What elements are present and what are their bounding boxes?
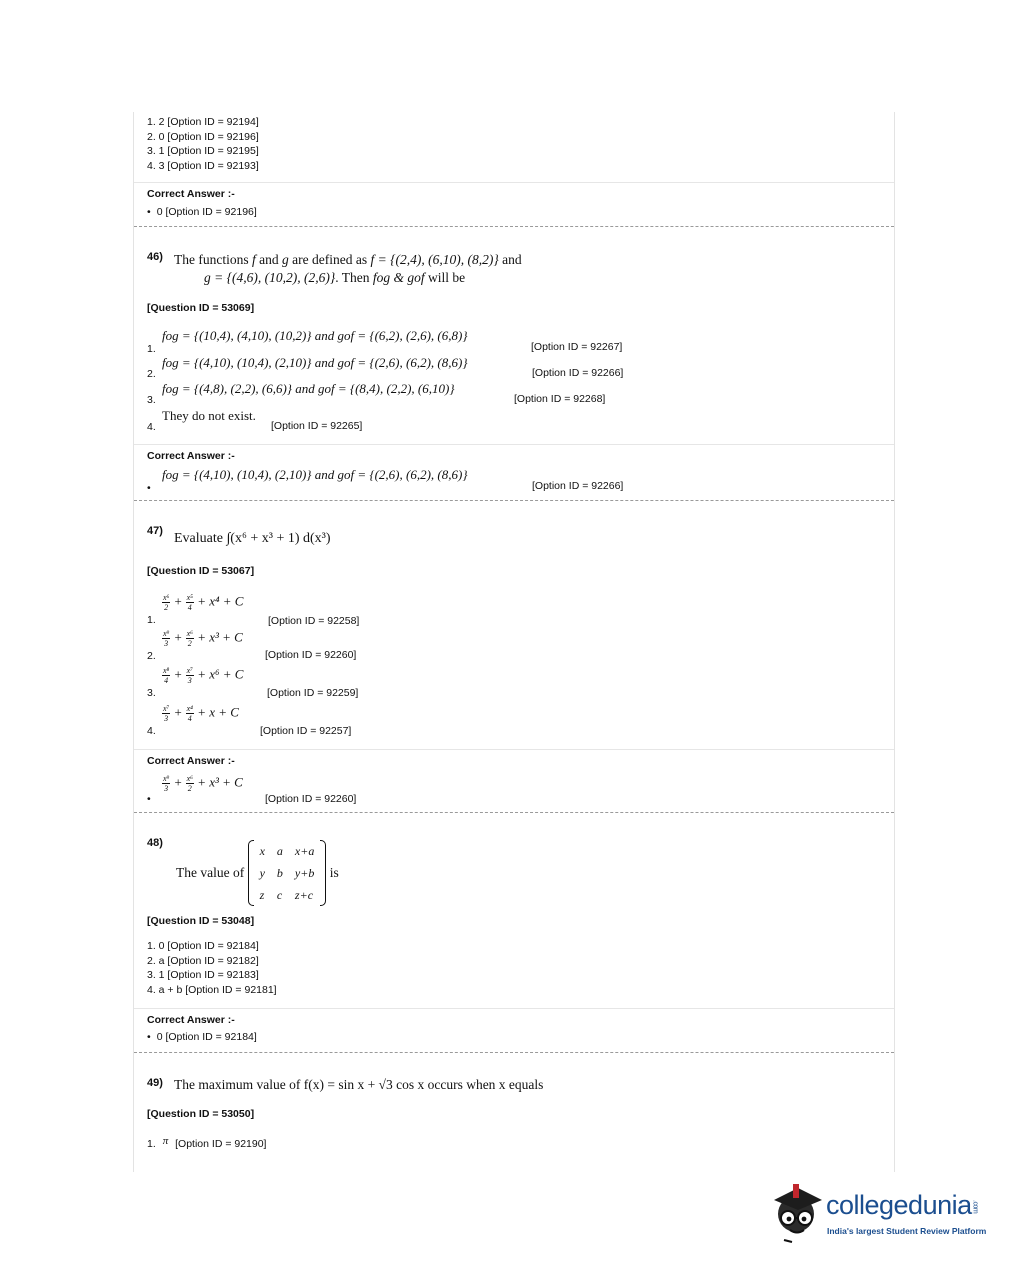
list-item: 3. 1 [Option ID = 92183] xyxy=(147,969,259,981)
question-text: Evaluate ∫(x⁶ + x³ + 1) d(x³) xyxy=(174,531,331,546)
correct-answer: • 0 [Option ID = 92196] xyxy=(147,206,257,218)
list-item: 4. 3 [Option ID = 92193] xyxy=(147,159,259,172)
list-item: 2. 0 [Option ID = 92196] xyxy=(147,130,259,143)
divider xyxy=(134,749,894,750)
list-item: 3. 1 [Option ID = 92195] xyxy=(147,145,259,157)
divider xyxy=(134,444,894,445)
q48-options xyxy=(147,939,277,997)
question-text: The functions f and g are defined as f = {(2,4), (6,10), (8,2)} and g = {(4,6), (10,2), (2,6)}. Then fog & gof will be xyxy=(174,252,522,285)
brand-logo xyxy=(768,1180,998,1250)
question-number: 47) xyxy=(147,525,163,537)
mascot-icon xyxy=(768,1180,830,1246)
question-separator xyxy=(134,500,894,501)
question-id: [Question ID = 53050] xyxy=(147,1108,255,1120)
matrix: x a x+a y b y+b z c z+c xyxy=(248,840,327,906)
list-item: 2. a [Option ID = 92182] xyxy=(147,954,259,967)
question-number: 46) xyxy=(147,251,163,263)
question-separator xyxy=(134,226,894,227)
option-1: 1. π [Option ID = 92190] xyxy=(147,1135,267,1150)
question-separator xyxy=(134,812,894,813)
list-item: 1. 0 [Option ID = 92184] xyxy=(147,940,259,952)
question-text: The value of x a x+a y b y+b z c z+c is xyxy=(176,840,339,906)
question-id: [Question ID = 53067] xyxy=(147,565,255,577)
list-item: 4. a + b [Option ID = 92181] xyxy=(147,983,277,996)
exam-sheet: 1. 2 [Option ID = 92194] 2. 0 [Option ID = 92196] 3. 1 [Option ID = 92195] 4. 3 [Option ID = 92193] Correct Answer :- • 0 [Option ID = 92196] 46) The functions f and g are defined as f = {(2,4), (6,10), (8,2)} and g = {(4,6), (10,2), (2,6)}. Then fog & gof will be [Question ID = 53069] 1. fog = {(10,4), (4,10), (10,2)} and gof = {(6,2), (2,6), (6,8)} [Option ID = 92267] 2. fog = {(4,10), (10,4), (2,10)} and gof = {(2,6), (6,2), (8,6)} [Option ID = 92266] 3. fog = {(4,8), (2,2), (6,6)} and gof = {(8,4), (2,2), (6,10)} [Option ID = 92268] 4. They do not exist. [Option ID = 92265] Correct Answer :- • fog = {(4,10), (10,4), (2,10)} and gof = {(2,6), (6,2), (8,6)} [Option ID = 92266] 47) Evaluate ∫(x⁶ + x³ + 1) d(x³) [Question ID = 53067] 1. $\frac{\text{x⁶}}{2}$ + $\frac{\text{x⁵}}{4}$ + x⁴ + C [Option ID = 92258] 2. $\frac{\text{x⁹}}{3}$ + $\frac{\text{x⁶}}{2}$ + x³ + C [Option ID = 92260] 3. $\frac{\text{x⁸}}{4}$ + $\frac{\text{x⁷}}{3}$ + x⁶ + C [Option ID = 92259] 4. $\frac{\text{x⁷}}{3}$ + $\frac{\text{x⁴}}{4}$ + x + C [Option ID = 92257] Correct Answer :- • $\frac{\text{x⁹}}{3}$ + $\frac{\text{x⁶}}{2}$ + x³ + C [Option ID = 92260] 48) The value of x a x+a y b y+b z c z+c is [Question ID = 53048] 1. 0 [Option ID = 92184] 2. a [Option ID = 92182] 3. 1 [Option ID = 92183] 4. a + b [Option ID = 92181] Correct Answer :- • 0 [Option ID = 92184] 49) The maximum value of f(x) = sin x + √3 cos x occurs when x equals [Question ID = 53050] 1. π [Option ID = 92190] xyxy=(133,112,895,1172)
divider xyxy=(134,1008,894,1009)
correct-answer-label: Correct Answer :- xyxy=(147,188,235,200)
list-item: 1. 2 [Option ID = 92194] xyxy=(147,116,259,128)
correct-answer-label: Correct Answer :- xyxy=(147,755,235,767)
brand-tagline: India's largest Student Review Platform xyxy=(827,1226,987,1236)
divider xyxy=(134,182,894,183)
question-id: [Question ID = 53069] xyxy=(147,302,255,314)
question-text: The maximum value of f(x) = sin x + √3 cos x occurs when x equals xyxy=(174,1077,544,1092)
question-number: 48) xyxy=(147,837,163,849)
question-separator xyxy=(134,1052,894,1053)
brand-name: collegedunia.com xyxy=(826,1190,979,1220)
correct-answer-label: Correct Answer :- xyxy=(147,1014,235,1026)
correct-answer: • 0 [Option ID = 92184] xyxy=(147,1031,257,1043)
q45-options xyxy=(147,115,259,173)
question-id: [Question ID = 53048] xyxy=(147,915,255,927)
correct-answer-label: Correct Answer :- xyxy=(147,450,235,462)
question-number: 49) xyxy=(147,1077,163,1089)
